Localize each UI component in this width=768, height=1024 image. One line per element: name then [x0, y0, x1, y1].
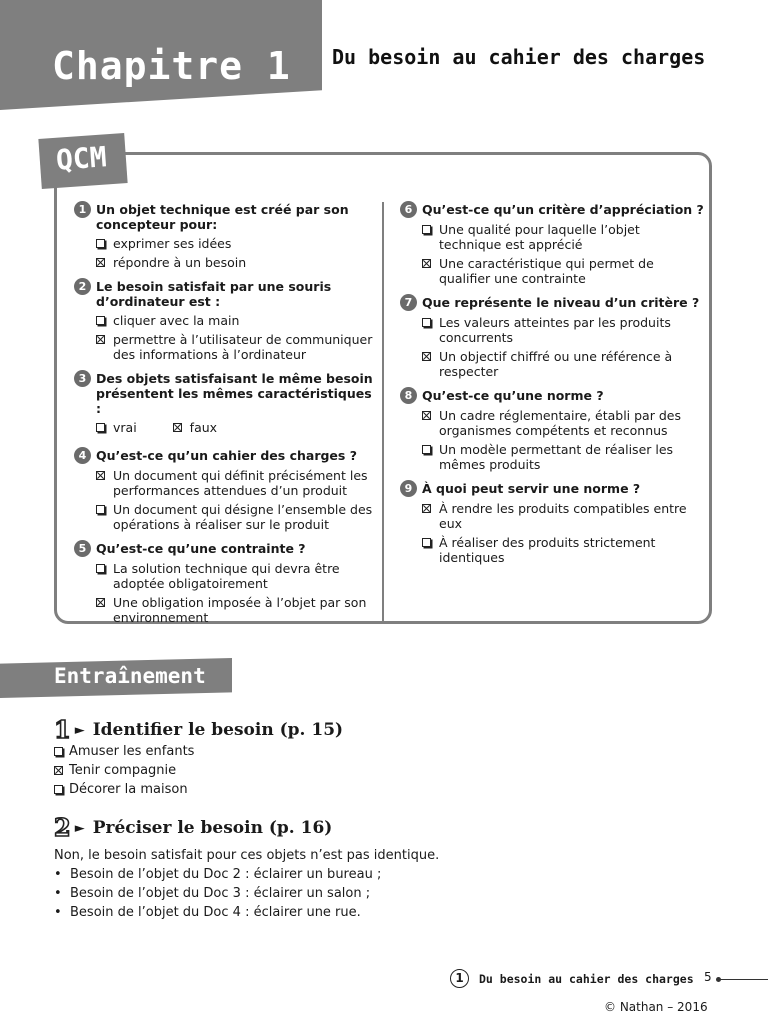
empty-box-icon: [96, 316, 105, 325]
qcm-option: [422, 408, 705, 438]
option-text: vrai: [113, 420, 137, 435]
qcm-question-4: [74, 448, 374, 532]
exercise-option: [54, 761, 714, 780]
qcm-option: [96, 468, 374, 498]
option-text: permettre à l’utilisateur de communiquer des informations à l’ordinateur: [113, 332, 373, 362]
qcm-option: [96, 313, 374, 328]
question-text: Qu’est-ce qu’une norme ?: [422, 388, 604, 403]
checked-box-icon: [96, 471, 105, 480]
question-heading: [74, 371, 374, 416]
qcm-option: [96, 236, 374, 251]
qcm-option: [422, 501, 705, 531]
qcm-option: [173, 420, 217, 435]
qcm-option: [96, 595, 374, 625]
empty-box-icon: [54, 785, 63, 794]
exercise-title: Préciser le besoin (p. 16): [92, 818, 333, 838]
question-number: 5: [74, 540, 91, 557]
option-text: Un document qui définit précisément les performances attendues d’un produit: [113, 468, 368, 498]
exercise-option: [54, 780, 714, 799]
qcm-question-1: [74, 202, 374, 270]
bullet-icon: •: [54, 867, 62, 882]
option-text: Tenir compagnie: [69, 763, 177, 778]
option-text: À rendre les produits compatibles entre eux: [439, 501, 687, 531]
exercise-2: [54, 813, 714, 922]
exercise-2-heading: [54, 813, 714, 842]
exercise-2-bullets: [54, 865, 714, 922]
question-heading: [400, 295, 705, 311]
qcm-question-2: [74, 279, 374, 362]
bullet-item: [54, 884, 714, 903]
question-heading: [74, 541, 374, 557]
empty-box-icon: [96, 239, 105, 248]
exercise-2-intro: Non, le besoin satisfait pour ces objets n’est pas identique.: [54, 848, 440, 863]
qcm-option: [422, 222, 705, 252]
exercise-1: [54, 715, 714, 799]
option-text: La solution technique qui devra être adoptée obligatoirement: [113, 561, 340, 591]
qcm-option: [96, 502, 374, 532]
checked-box-icon: [96, 335, 105, 344]
qcm-question-7: [400, 295, 705, 379]
exercise-title: Identifier le besoin (p. 15): [92, 720, 344, 740]
exercise-2-body: [54, 846, 714, 922]
page-number: 5: [704, 970, 712, 984]
chapter-title: Du besoin au cahier des charges: [332, 45, 706, 69]
question-text: Un objet technique est créé par son concepteur pour:: [96, 202, 349, 232]
option-text: Un objectif chiffré ou une référence à respecter: [439, 349, 673, 379]
empty-box-icon: [422, 538, 431, 547]
question-number: 4: [74, 447, 91, 464]
qcm-left-column: [74, 202, 374, 634]
qcm-option: [96, 561, 374, 591]
qcm-right-column: [400, 202, 705, 574]
bullet-text: Besoin de l’objet du Doc 2 : éclairer un bureau ;: [70, 867, 382, 882]
option-row: [96, 420, 374, 439]
option-text: Un cadre réglementaire, établi par des organismes compétents et reconnus: [439, 408, 681, 438]
qcm-column-divider: [382, 202, 384, 622]
copyright: © Nathan – 2016: [604, 1000, 708, 1014]
option-text: Un document qui désigne l’ensemble des opérations à réaliser sur le produit: [113, 502, 373, 532]
option-text: Décorer la maison: [69, 782, 188, 797]
question-text: Des objets satisfaisant le même besoin présentent les mêmes caractéristiques :: [96, 371, 373, 416]
question-number: 6: [400, 201, 417, 218]
empty-box-icon: [422, 225, 431, 234]
question-heading: [74, 279, 374, 309]
question-number: 9: [400, 480, 417, 497]
qcm-question-3: [74, 371, 374, 439]
question-heading: [400, 481, 705, 497]
exercise-1-heading: [54, 715, 714, 744]
question-number: 1: [74, 201, 91, 218]
option-text: exprimer ses idées: [113, 236, 232, 251]
option-text: Les valeurs atteintes par les produits concurrents: [439, 315, 671, 345]
empty-box-icon: [422, 445, 431, 454]
empty-box-icon: [422, 318, 431, 327]
empty-box-icon: [54, 747, 63, 756]
question-heading: [400, 202, 705, 218]
chapter-label: Chapitre 1: [52, 44, 291, 88]
arrow-icon: ►: [74, 722, 85, 738]
question-number: 2: [74, 278, 91, 295]
question-number: 7: [400, 294, 417, 311]
option-text: À réaliser des produits strictement identiques: [439, 535, 656, 565]
checked-box-icon: [96, 258, 105, 267]
checked-box-icon: [422, 259, 431, 268]
qcm-question-5: [74, 541, 374, 625]
question-heading: [74, 448, 374, 464]
exercise-number: 1: [54, 715, 71, 744]
bullet-text: Besoin de l’objet du Doc 3 : éclairer un salon ;: [70, 886, 371, 901]
qcm-question-9: [400, 481, 705, 565]
question-text: Le besoin satisfait par une souris d’ordinateur est :: [96, 279, 332, 309]
option-text: Amuser les enfants: [69, 744, 195, 759]
bullet-icon: •: [54, 905, 62, 920]
bullet-text: Besoin de l’objet du Doc 4 : éclairer une rue.: [70, 905, 361, 920]
option-text: cliquer avec la main: [113, 313, 240, 328]
question-text: Qu’est-ce qu’un cahier des charges ?: [96, 448, 357, 463]
footer-chapter-title: Du besoin au cahier des charges: [479, 971, 694, 986]
exercise-1-options: [54, 742, 714, 799]
empty-box-icon: [96, 564, 105, 573]
qcm-label: QCM: [54, 140, 108, 177]
qcm-option: [96, 332, 374, 362]
option-text: Une qualité pour laquelle l’objet technique est apprécié: [439, 222, 640, 252]
question-text: Que représente le niveau d’un critère ?: [422, 295, 700, 310]
option-text: Un modèle permettant de réaliser les mêmes produits: [439, 442, 674, 472]
option-text: Une obligation imposée à l’objet par son environnement: [113, 595, 367, 625]
qcm-option: [422, 315, 705, 345]
empty-box-icon: [96, 505, 105, 514]
qcm-option: [422, 256, 705, 286]
question-number: 8: [400, 387, 417, 404]
question-text: Qu’est-ce qu’un critère d’appréciation ?: [422, 202, 704, 217]
checked-box-icon: [422, 504, 431, 513]
exercise-option: [54, 742, 714, 761]
footer-chapter-number: 1: [450, 969, 469, 988]
arrow-icon: ►: [74, 820, 85, 836]
qcm-question-6: [400, 202, 705, 286]
option-text: Une caractéristique qui permet de qualifier une contrainte: [439, 256, 654, 286]
qcm-option: [96, 420, 137, 435]
page-marker-line: [718, 979, 768, 980]
checked-box-icon: [422, 411, 431, 420]
footer-chapter: [450, 969, 694, 988]
question-text: Qu’est-ce qu’une contrainte ?: [96, 541, 306, 556]
qcm-option: [422, 442, 705, 472]
option-text: répondre à un besoin: [113, 255, 247, 270]
bullet-item: [54, 865, 714, 884]
bullet-item: [54, 903, 714, 922]
checked-box-icon: [54, 766, 63, 775]
training-label: Entraînement: [54, 664, 206, 688]
checked-box-icon: [422, 352, 431, 361]
checked-box-icon: [173, 423, 182, 432]
qcm-option: [96, 255, 374, 270]
qcm-option: [422, 535, 705, 565]
qcm-question-8: [400, 388, 705, 472]
qcm-option: [422, 349, 705, 379]
option-text: faux: [189, 420, 218, 435]
question-heading: [74, 202, 374, 232]
checked-box-icon: [96, 598, 105, 607]
question-number: 3: [74, 370, 91, 387]
question-heading: [400, 388, 705, 404]
question-text: À quoi peut servir une norme ?: [422, 481, 641, 496]
bullet-icon: •: [54, 886, 62, 901]
exercise-number: 2: [54, 813, 71, 842]
empty-box-icon: [96, 423, 105, 432]
